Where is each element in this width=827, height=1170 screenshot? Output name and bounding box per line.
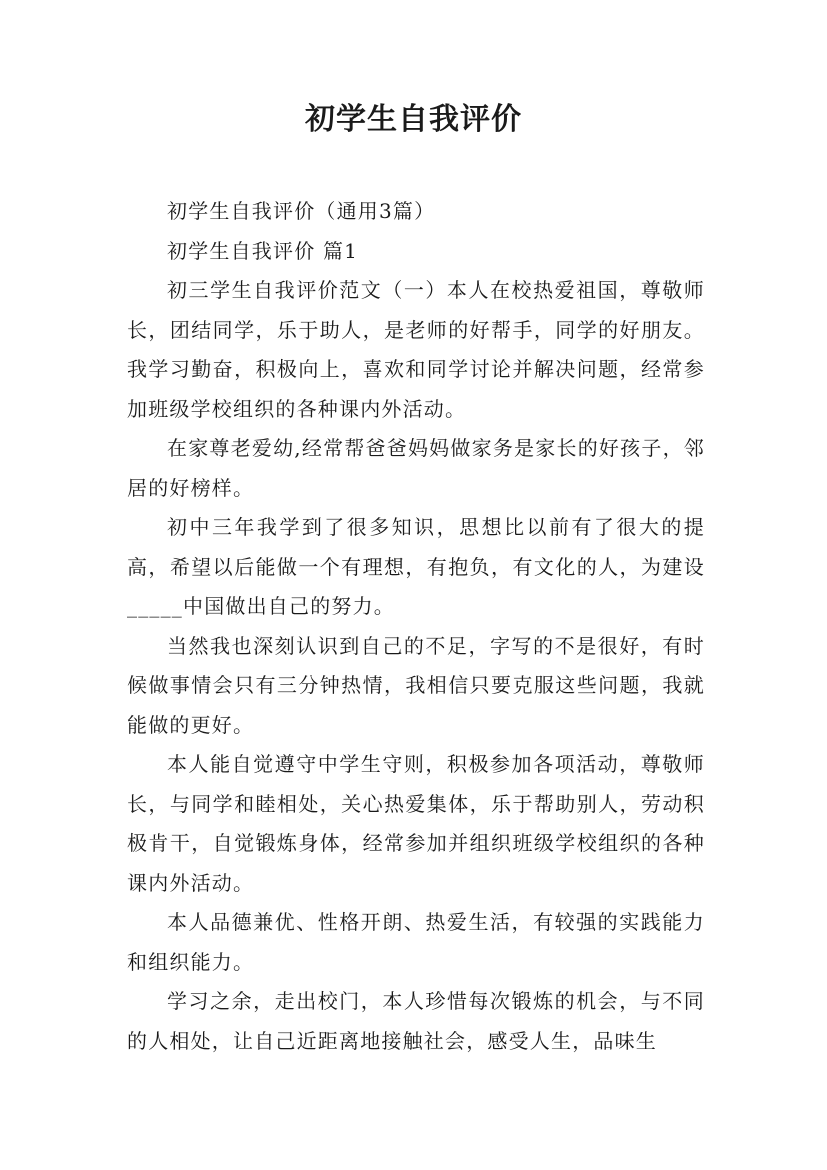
document-body: [127, 192, 705, 1061]
paragraph: 在家尊老爱幼,经常帮爸爸妈妈做家务是家长的好孩子，邻居的好榜样。: [127, 436, 705, 500]
paragraph: 本人能自觉遵守中学生守则，积极参加各项活动，尊敬师长，与同学和睦相处，关心热爱集体，乐于帮助别人，劳动积极肯干，自觉锻炼身体，经常参加并组织班级学校组织的各种课内外活动。: [127, 752, 705, 895]
paragraph: 初三学生自我评价范文（一）本人在校热爱祖国，尊敬师长，团结同学，乐于助人，是老师的好帮手，同学的好朋友。我学习勤奋，积极向上，喜欢和同学讨论并解决问题，经常参加班级学校组织的各种课内外活动。: [127, 278, 705, 421]
paragraph: 当然我也深刻认识到自己的不足，字写的不是很好，有时候做事情会只有三分钟热情，我相信只要克服这些问题，我就能做的更好。: [127, 633, 705, 737]
paragraph: 本人品德兼优、性格开朗、热爱生活，有较强的实践能力和组织能力。: [127, 910, 705, 974]
document-title: 初学生自我评价: [305, 102, 522, 137]
paragraph-subtitle: 初学生自我评价（通用3篇）: [167, 199, 436, 223]
paragraph: 初中三年我学到了很多知识，思想比以前有了很大的提高，希望以后能做一个有理想，有抱负，有文化的人，为建设_____中国做出自己的努力。: [127, 515, 705, 618]
paragraph-section-heading: 初学生自我评价 篇1: [167, 238, 359, 263]
paragraph: 学习之余，走出校门，本人珍惜每次锻炼的机会，与不同的人相处，让自己近距离地接触社会，感受人生，品味生: [127, 989, 705, 1053]
